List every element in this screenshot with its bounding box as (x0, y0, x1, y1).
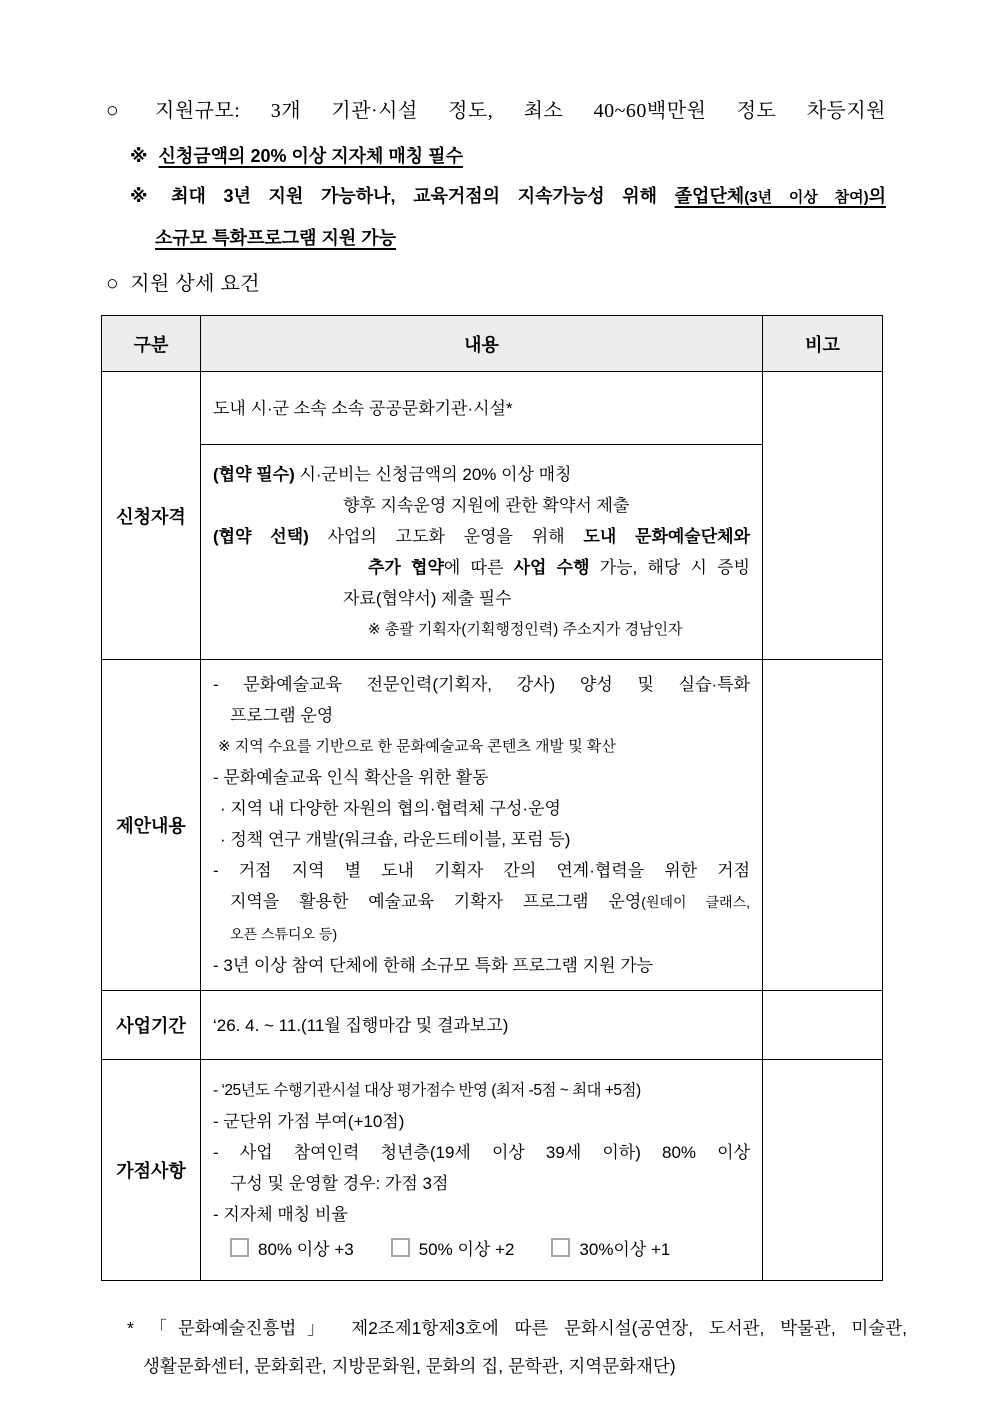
text-segment: - ‘25년도 수행기관시설 대상 평가점수 반영 (최저 -5점 ~ 최대 +5점) (213, 1082, 641, 1099)
text-segment: 에 따른 (443, 558, 514, 577)
content-line (213, 731, 750, 762)
intro-line (106, 142, 886, 170)
text-segment: 프로그램 운영 (230, 706, 334, 725)
intro-line-text (171, 186, 886, 206)
intro-line-text (155, 228, 396, 248)
text-segment: 졸업단체 (674, 186, 745, 206)
text-segment: 구성 및 운영할 경우: 가점 3점 (230, 1174, 449, 1193)
spec-table-body (102, 372, 883, 1281)
intro-line (106, 268, 886, 299)
checkbox-icon (391, 1238, 410, 1257)
text-segment: - 사업 참여인력 청년층(19세 이상 39세 이하) 80% 이상 (213, 1143, 750, 1162)
text-segment: 지원 상세 요건 (130, 273, 261, 295)
text-segment: - 문화예술교육 인식 확산을 위한 활동 (213, 768, 489, 787)
text-segment: (3년 이상 참여) (744, 189, 869, 206)
text-segment: 가능, 해당 시 증빙 (589, 558, 750, 577)
text-segment: 지원규모: 3개 기관·시설 정도, 최소 40~60백만원 정도 차등지원 (155, 100, 887, 122)
content-line (127, 1347, 907, 1385)
remark-cell (763, 660, 883, 991)
table-header-row (102, 316, 883, 372)
row-label-bonus: 가점사항 (102, 1060, 201, 1281)
text-segment: ‘26. 4. ~ 11.(11월 집행마감 및 결과보고) (213, 1015, 509, 1035)
remark-cell (763, 372, 883, 660)
content-line (127, 1309, 907, 1347)
checkbox-icon (551, 1238, 570, 1257)
text-segment: 50% 이상 +2 (418, 1240, 515, 1259)
text-segment: 사업 수행 (513, 558, 590, 577)
remark-cell (763, 991, 883, 1060)
content-line (213, 583, 750, 614)
content-line (213, 1075, 750, 1106)
intro-line-text (159, 146, 463, 166)
intro-line-text (130, 273, 260, 295)
text-segment: · 정책 연구 개발(워크숍, 라운드테이블, 포럼 등) (220, 830, 571, 849)
content-line (213, 1199, 750, 1230)
intro-line (106, 224, 886, 252)
content-cell (201, 660, 763, 991)
content-line (213, 1010, 750, 1041)
text-segment: - 군단위 가점 부여(+10점) (213, 1112, 405, 1131)
content-cell (201, 372, 763, 445)
content-line (213, 793, 750, 824)
content-line (213, 521, 750, 552)
table-row (102, 372, 883, 445)
row-label-period: 사업기간 (102, 991, 201, 1060)
content-line (213, 1168, 750, 1199)
content-line (213, 669, 750, 700)
spec-table (101, 315, 883, 1281)
intro-line (106, 182, 886, 212)
content-line (213, 762, 750, 793)
reference-mark-icon: ※ (130, 186, 161, 206)
circle-bullet-icon: ○ (106, 271, 120, 295)
footnote (127, 1309, 907, 1385)
checkbox-icon (230, 1238, 249, 1257)
content-line (213, 700, 750, 731)
text-segment: - 지자체 매칭 비율 (213, 1205, 348, 1224)
text-segment: - 거점 지역 별 도내 기획자 간의 연계·협력을 위한 거점 (213, 861, 750, 880)
table-row (102, 991, 883, 1060)
text-segment: 30%이상 +1 (579, 1240, 671, 1259)
content-cell (201, 991, 763, 1060)
intro-line (106, 95, 886, 126)
text-segment: ※ 지역 수요를 기반으로 한 문화예술교육 콘텐츠 개발 및 확산 (218, 738, 616, 755)
text-segment: 향후 지속운영 지원에 관한 확약서 제출 (343, 496, 630, 515)
content-cell (201, 445, 763, 660)
text-segment: - 3년 이상 참여 단체에 한해 소규모 특화 프로그램 지원 가능 (213, 956, 654, 975)
text-segment: 도내 문화예술단체와 (583, 527, 750, 546)
circle-bullet-icon: ○ (106, 98, 145, 122)
table-row (102, 1060, 883, 1281)
text-segment: 도내 시·군 소속 소속 공공문화기관·시설* (213, 398, 513, 418)
content-line (213, 1137, 750, 1168)
text-segment: 사업의 고도화 운영을 위해 (308, 527, 584, 546)
content-line (213, 918, 750, 950)
text-segment: 시·군비는 신청금액의 20% 이상 매칭 (294, 465, 572, 484)
text-segment: 자료(협약서) 제출 필수 (343, 589, 512, 608)
text-segment: (협약 선택) (213, 527, 309, 546)
row-label-apply: 신청자격 (102, 372, 201, 660)
text-segment: 소규모 특화프로그램 지원 가능 (155, 228, 397, 248)
remark-cell (763, 1060, 883, 1281)
intro-line-text (155, 100, 886, 122)
content-line (213, 950, 750, 981)
text-segment: 의 (868, 186, 886, 206)
table-row (102, 660, 883, 991)
content-line (213, 459, 750, 490)
intro (0, 0, 992, 299)
text-segment: (원데이 클래스, (641, 894, 750, 910)
content-line (213, 393, 750, 424)
content-line (213, 824, 750, 855)
text-segment: 오픈 스튜디오 등) (230, 926, 338, 942)
content-line (213, 886, 750, 918)
reference-mark-icon: ※ (130, 146, 148, 166)
row-label-proposal: 제안내용 (102, 660, 201, 991)
text-segment: 생활문화센터, 문화회관, 지방문화원, 문화의 집, 문학관, 지역문화재단) (143, 1356, 676, 1376)
content-line (213, 490, 750, 521)
content-line (213, 552, 750, 583)
content-line (213, 614, 750, 645)
text-segment: 80% 이상 +3 (258, 1240, 354, 1259)
text-segment: 최대 3년 지원 가능하나, 교육거점의 지속가능성 위해 (171, 186, 675, 206)
text-segment: - 문화예술교육 전문인력(기획자, 강사) 양성 및 실습·특화 (213, 675, 750, 694)
text-segment: (협약 필수) (213, 465, 295, 484)
column-header-1: 내용 (201, 316, 763, 372)
text-segment: 신청금액의 20% 이상 지자체 매칭 필수 (158, 146, 463, 166)
text-segment: * 「문화예술진흥법」 제2조제1항제3호에 따른 문화시설(공연장, 도서관, 박물관, 미술관, (127, 1318, 907, 1338)
text-segment: 지역을 활용한 예술교육 기확자 프로그램 운영 (230, 892, 642, 911)
column-header-0: 구분 (102, 316, 201, 372)
content-line (213, 1234, 750, 1265)
content-line (213, 855, 750, 886)
spec-table-head (102, 316, 883, 372)
column-header-2: 비고 (763, 316, 883, 372)
text-segment: ※ 총괄 기획자(기획행정인력) 주소지가 경남인자 (368, 621, 683, 638)
content-cell (201, 1060, 763, 1281)
content-line (213, 1106, 750, 1137)
text-segment: 추가 협약 (368, 558, 444, 577)
text-segment: · 지역 내 다양한 자원의 협의·협력체 구성·운영 (220, 799, 561, 818)
